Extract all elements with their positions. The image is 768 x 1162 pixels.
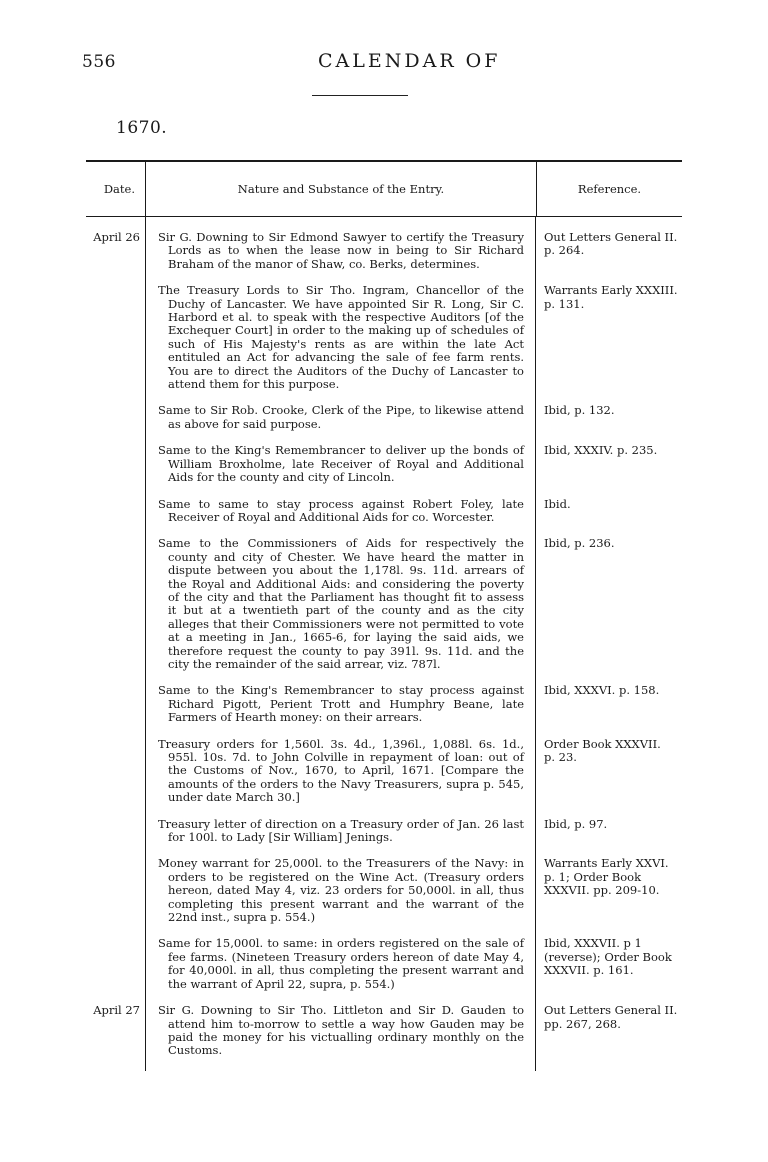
entry-row — [86, 1004, 682, 1058]
entry-reference — [536, 231, 682, 271]
entry-text — [146, 1004, 536, 1058]
entry-date — [86, 684, 146, 724]
entry-reference — [536, 284, 682, 391]
entry-paragraph: Same to the King's Remembrancer to deliver up the bonds of William Broxholme, late Receiver of Royal and Additional Aids for the county and city of Lincoln. — [158, 443, 524, 485]
entry-row — [86, 444, 682, 484]
entry-row — [86, 857, 682, 924]
reference-line: p. 23. — [544, 750, 577, 764]
entry-date — [86, 537, 146, 671]
entry-row — [86, 738, 682, 805]
entry-row — [86, 284, 682, 391]
entry-reference — [536, 857, 682, 924]
entry-text — [146, 231, 536, 271]
entry-paragraph: Treasury letter of direction on a Treasury order of Jan. 26 last for 100l. to Lady [Sir William] Jenings. — [158, 816, 524, 845]
table-body — [86, 217, 682, 1071]
reference-line: Out Letters General II. — [544, 230, 678, 244]
entry-reference — [536, 818, 682, 845]
entry-text — [146, 404, 536, 431]
entry-paragraph: Money warrant for 25,000l. to the Treasurers of the Navy: in orders to be registered on the Wine Act. (Treasury orders hereon, dated May 4, viz. 23 orders for 50,000l. in all, thus completing this present warrant and the warrant of the 22nd inst., supra p. 554.) — [158, 856, 524, 925]
year-heading: 1670. — [116, 118, 168, 138]
entry-paragraph: Same to Sir Rob. Crooke, Clerk of the Pipe, to likewise attend as above for said purpose. — [158, 403, 524, 431]
entry-row — [86, 404, 682, 431]
reference-line: Ibid, XXXVII. p 1 — [544, 936, 642, 951]
entry-date — [86, 738, 146, 805]
entry-paragraph: Sir G. Downing to Sir Tho. Littleton and Sir D. Gauden to attend him to-morrow to settle a way how Gauden may be paid the money for his victualling ordinary monthly on the Customs. — [158, 1003, 524, 1058]
reference-line: Ibid, p. 236. — [544, 536, 615, 551]
entry-row — [86, 818, 682, 845]
entry-reference — [536, 738, 682, 805]
reference-line: Order Book XXXVII. — [544, 736, 661, 751]
entry-paragraph: Same for 15,000l. to same: in orders registered on the sale of fee farms. (Nineteen Treasury orders hereon of date May 4, for 40,000l. in all, thus completing the present warrant and the warrant of April 22, supra, p. 554.) — [158, 936, 524, 991]
entry-paragraph: Treasury orders for 1,560l. 3s. 4d., 1,396l., 1,088l. 6s. 1d., 955l. 10s. 7d. to John Colville in repayment of loan: out of the Customs of Nov., 1670, to April, 1671. [Compare the amounts of the orders to the Navy Treasurers, supra p. 545, under date March 30.] — [158, 736, 524, 805]
reference-line: XXXVII. pp. 209-10. — [544, 883, 660, 898]
entry-reference — [536, 404, 682, 431]
entry-reference — [536, 444, 682, 484]
entry-text — [146, 857, 536, 924]
reference-column-header: Reference. — [577, 182, 642, 196]
entry-date — [86, 818, 146, 845]
reference-line: Ibid, XXXVI. p. 158. — [544, 683, 660, 698]
entry-text — [146, 818, 536, 845]
entry-date — [86, 444, 146, 484]
entry-text — [146, 738, 536, 805]
reference-line: Ibid, XXXIV. p. 235. — [544, 443, 658, 458]
entry-text — [146, 937, 536, 991]
entry-list — [86, 217, 682, 1071]
entry-reference — [536, 537, 682, 671]
entry-text — [146, 684, 536, 724]
entry-text — [146, 444, 536, 484]
entry-date — [86, 937, 146, 991]
reference-line: (reverse); Order Book — [544, 949, 672, 964]
entry-paragraph: Same to same to stay process against Robert Foley, late Receiver of Royal and Additional Aids for co. Worcester. — [158, 496, 524, 524]
reference-line: Ibid, p. 132. — [544, 403, 615, 418]
entry-date: April 27 — [93, 1003, 140, 1018]
entry-paragraph: Same to the King's Remembrancer to stay process against Richard Pigott, Perient Trott and Humphry Beane, late Farmers of Hearth money: on their arrears. — [158, 683, 524, 725]
entry-date — [86, 404, 146, 431]
reference-line: XXXVII. p. 161. — [544, 963, 634, 978]
column-headers — [86, 162, 682, 217]
entry-reference — [536, 498, 682, 525]
entry-column-header: Nature and Substance of the Entry. — [146, 162, 537, 216]
reference-line: Ibid, p. 97. — [544, 816, 608, 831]
reference-line: Warrants Early XXXIII. — [544, 283, 678, 298]
entry-date: April 26 — [93, 230, 140, 244]
entry-reference — [536, 1004, 682, 1058]
entry-text — [146, 537, 536, 671]
reference-line: pp. 267, 268. — [544, 1016, 621, 1031]
calendar-table — [86, 160, 682, 1071]
entry-row — [86, 498, 682, 525]
reference-line: p. 264. — [544, 243, 585, 258]
title-rule — [312, 95, 408, 96]
entry-reference — [536, 937, 682, 991]
entry-row — [86, 684, 682, 724]
entry-paragraph: Same to the Commissioners of Aids for respectively the county and city of Chester. We have heard the matter in dispute between you about the 1,178l. 9s. 11d. arrears of the Royal and Additional Aids: and considering the poverty of the city and that the Parliament has thought fit to assess it but at a twentieth part of the county and as the city alleges that their Commissioners were not permitted to vote at a meeting in Jan., 1665-6, for laying the said aids, we therefore request the county to pay 391l. 9s. 11d. and the city the remainder of the said arrear, viz. 787l. — [158, 536, 524, 671]
entry-row — [86, 537, 682, 671]
reference-line: Warrants Early XXVI. — [544, 856, 669, 871]
entry-text — [146, 284, 536, 391]
entry-paragraph: Sir G. Downing to Sir Edmond Sawyer to certify the Treasury Lords as to when the lease now in being to Sir Richard Braham of the manor of Shaw, co. Berks, determines. — [158, 230, 524, 271]
reference-line: Out Letters General II. — [544, 1003, 678, 1018]
entry-paragraph: The Treasury Lords to Sir Tho. Ingram, Chancellor of the Duchy of Lancaster. We have appointed Sir R. Long, Sir C. Harbord et al. to speak with the respective Auditors [of the Exchequer Court] in order to the making up of schedules of such of His Majesty's rents as are within the late Act entituled an Act for advancing the sale of fee farm rents. You are to direct the Auditors of the Duchy of Lancaster to attend them for this purpose. — [158, 283, 524, 392]
reference-line: p. 1; Order Book — [544, 869, 642, 884]
running-title: CALENDAR OF — [318, 50, 501, 72]
entry-text — [146, 498, 536, 525]
page-number: 556 — [82, 52, 116, 72]
entry-date — [86, 284, 146, 391]
date-column-header: Date. — [86, 162, 146, 216]
entry-row — [86, 937, 682, 991]
entry-date — [86, 857, 146, 924]
reference-line: Ibid. — [544, 496, 571, 511]
entry-reference — [536, 684, 682, 724]
entry-row — [86, 231, 682, 271]
entry-date — [86, 498, 146, 525]
reference-line: p. 131. — [544, 296, 585, 311]
